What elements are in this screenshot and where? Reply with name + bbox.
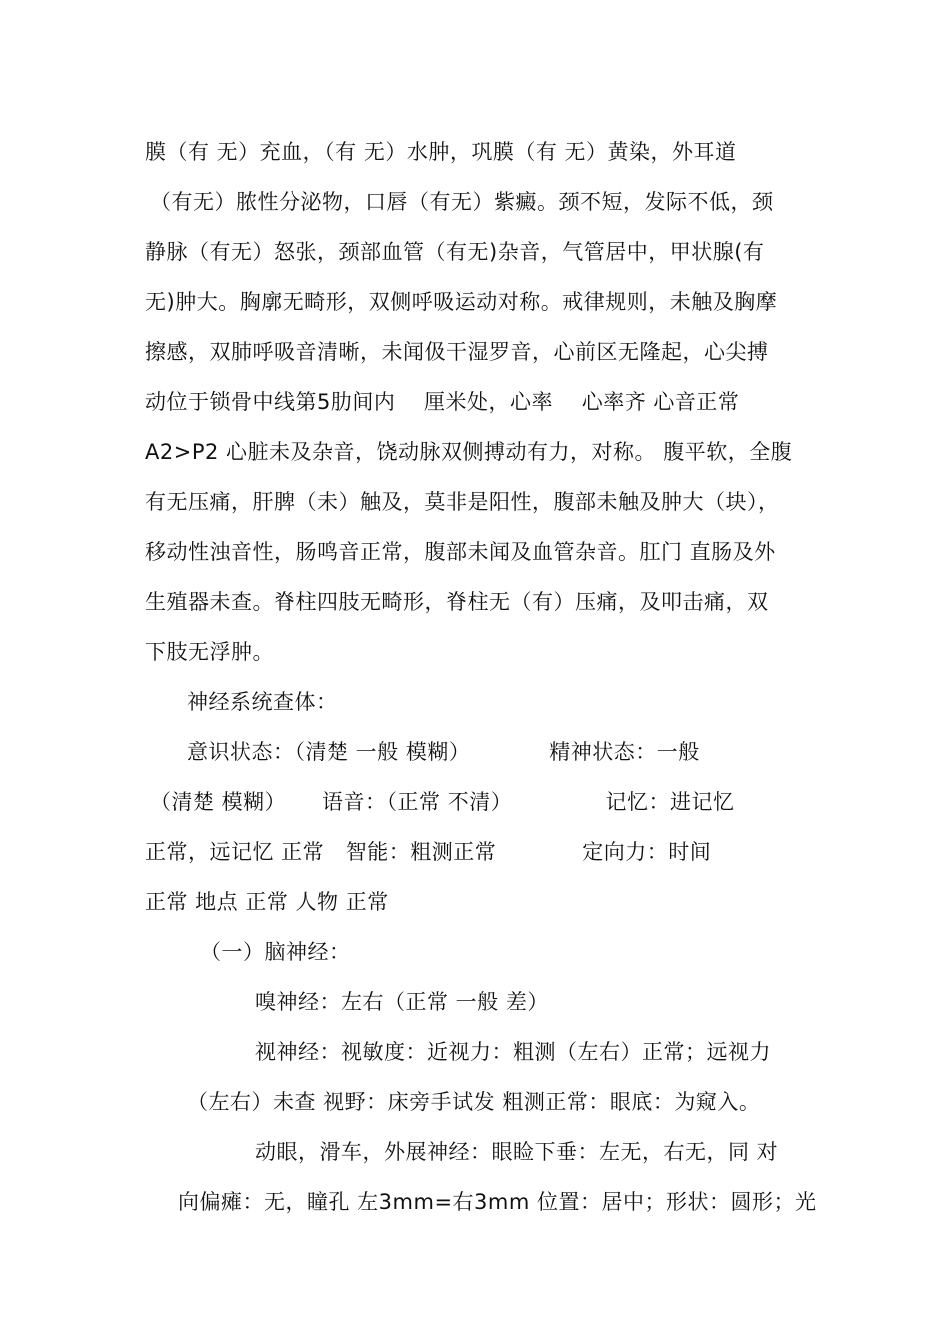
text-line: 正常，远记忆 正常 智能：粗测正常 定向力：时间 bbox=[145, 840, 712, 864]
text-line: 动位于锁骨中线第5肋间内 厘米处，心率 心率齐 心音正常 bbox=[145, 390, 740, 414]
text-line: 静脉（有无）怒张，颈部血管（有无)杂音，气管居中，甲状腺(有 bbox=[145, 240, 765, 264]
subsection-heading: （一）脑神经： bbox=[200, 940, 351, 964]
text-line: 动眼，滑车，外展神经：眼睑下垂：左无，右无，同 对 bbox=[255, 1140, 779, 1164]
text-line: 下肢无浮肿。 bbox=[145, 640, 274, 664]
text-line: 生殖器未查。脊柱四肢无畸形，脊柱无（有）压痛，及叩击痛，双 bbox=[145, 590, 769, 614]
text-line: 正常 地点 正常 人物 正常 bbox=[145, 890, 389, 914]
text-line: （左右）未查 视野：床旁手试发 粗测正常：眼底：为窥入。 bbox=[187, 1090, 761, 1114]
text-line: 向偏瘫：无，瞳孔 左3mm=右3mm 位置：居中；形状：圆形；光 bbox=[178, 1190, 817, 1214]
section-heading: 神经系统查体： bbox=[187, 690, 338, 714]
text-line: 视神经：视敏度：近视力：粗测（左右）正常；远视力 bbox=[255, 1040, 771, 1064]
text-line: A2>P2 心脏未及杂音，饶动脉双侧搏动有力，对称。 腹平软，全腹 bbox=[145, 440, 793, 464]
text-line: 擦感，双肺呼吸音清晰，未闻伋干湿罗音，心前区无隆起，心尖搏 bbox=[145, 340, 769, 364]
text-line: 意识状态：（清楚 一般 模糊） 精神状态：一般 bbox=[187, 740, 700, 764]
text-line: 无)肿大。胸廓无畸形，双侧呼吸运动对称。戒律规则，未触及胸摩 bbox=[145, 290, 778, 314]
text-line: 嗅神经：左右（正常 一般 差） bbox=[255, 990, 549, 1014]
text-line: 移动性浊音性，肠鸣音正常，腹部未闻及血管杂音。肛门 直肠及外 bbox=[145, 540, 776, 564]
text-line: 有无压痛，肝脾（未）触及，莫非是阳性，腹部未触及肿大（块）， bbox=[145, 490, 780, 514]
text-line: （清楚 模糊） 语音：（正常 不清） 记忆：进记忆 bbox=[150, 790, 735, 814]
text-line: 膜（有 无）充血，（有 无）水肿，巩膜（有 无）黄染，外耳道 bbox=[145, 140, 737, 164]
text-line: （有无）脓性分泌物，口唇（有无）紫癜。颈不短，发际不低，颈 bbox=[150, 190, 774, 214]
